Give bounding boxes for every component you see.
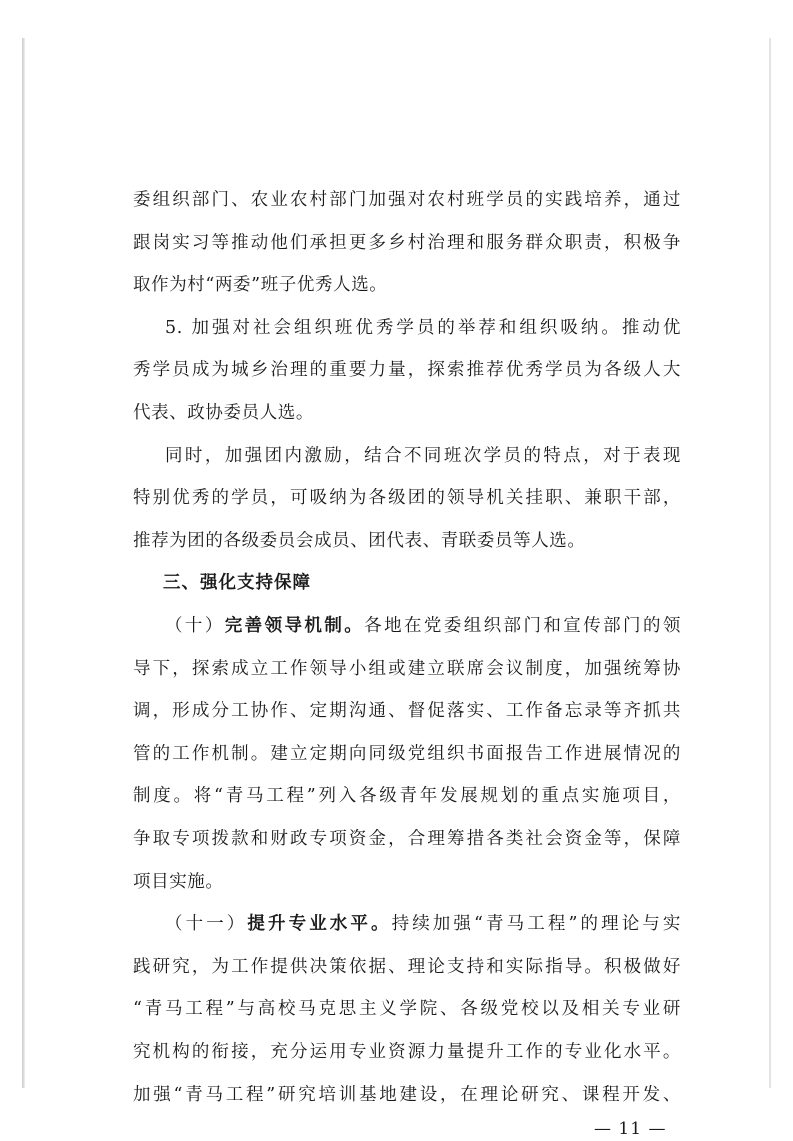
text-line: 秀学员成为城乡治理的重要力量，探索推荐优秀学员为各级人大 — [133, 360, 681, 381]
text-line: 加强“青马工程”研究培训基地建设，在理论研究、课程开发、 — [133, 1084, 681, 1105]
text-line: 管的工作机制。建立定期向同级党组织书面报告工作进展情况的 — [133, 743, 681, 764]
item-11-title: 提升专业水平。 — [247, 914, 392, 935]
section-heading: 三、强化支持保障 — [163, 573, 311, 594]
text-line: 争取专项拨款和财政专项资金，合理筹措各类社会资金等，保障 — [133, 829, 681, 849]
text-line: 代表、政协委员人选。 — [133, 403, 314, 423]
text-line: 制度。将“青马工程”列入各级青年发展规划的重点实施项目， — [133, 786, 681, 807]
text-line: 同时，加强团内激励，结合不同班次学员的特点，对于表现 — [165, 445, 681, 466]
text-line: 推荐为团的各级委员会成员、团代表、青联委员等人选。 — [133, 530, 586, 551]
item-11-lead: （十一） — [165, 914, 248, 935]
text-line: 取作为村“两委”班子优秀人选。 — [133, 275, 388, 296]
text-line: “青马工程”与高校马克思主义学院、各级党校以及相关专业研 — [133, 999, 681, 1020]
item-10-lead: （十） — [165, 616, 225, 636]
text-line: 5. 加强对社会组织班优秀学员的举荐和组织吸纳。推动优 — [165, 317, 681, 338]
text-line: 调，形成分工协作、定期沟通、督促落实、工作备忘录等齐抓共 — [133, 701, 681, 722]
text-line: 践研究，为工作提供决策依据、理论支持和实际指导。积极做好 — [133, 956, 681, 977]
text-line: 跟岗实习等推动他们承担更多乡村治理和服务群众职责，积极争 — [133, 232, 681, 253]
text-line: 导下，探索成立工作领导小组或建立联席会议制度，加强统筹协 — [133, 658, 681, 679]
item-11-first-line — [165, 906, 681, 942]
item-11-text: 持续加强“青马工程”的理论与实 — [391, 914, 681, 935]
text-line: 项目实施。 — [133, 871, 224, 892]
item-10-first-line — [165, 608, 681, 644]
text-line: 特别优秀的学员，可吸纳为各级团的领导机关挂职、兼职干部， — [133, 488, 681, 509]
item-10-title: 完善领导机制。 — [224, 616, 365, 636]
item-10-text: 各地在党委组织部门和宣传部门的领 — [364, 616, 681, 636]
text-line: 委组织部门、农业农村部门加强对农村班学员的实践培养，通过 — [133, 190, 681, 210]
page-number: — 11 — — [594, 1119, 667, 1140]
text-line: 究机构的衔接，充分运用专业资源力量提升工作的专业化水平。 — [133, 1042, 681, 1062]
